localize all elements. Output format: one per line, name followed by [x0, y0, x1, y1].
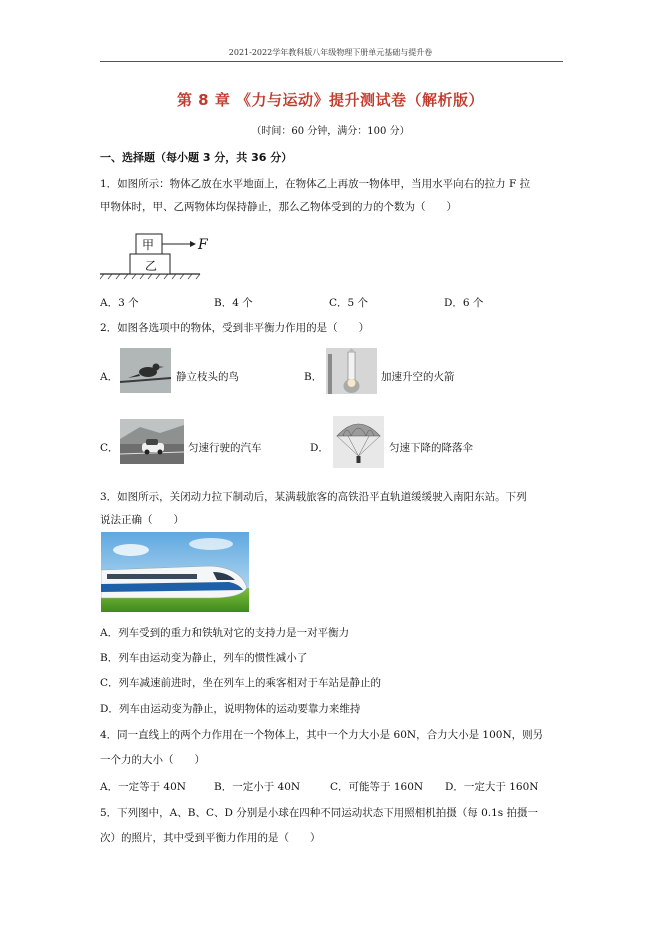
q1-line2: 甲物体时，甲、乙两物体均保持静止，那么乙物体受到的力的个数为（ ） — [100, 201, 457, 213]
q2-option-c-letter: C． — [100, 442, 119, 454]
q3-line2: 说法正确（ ） — [100, 514, 184, 526]
q2-option-a-letter: A． — [100, 371, 119, 383]
q3-option-b: B．列车由运动变为静止，列车的惯性减小了 — [100, 652, 308, 664]
train-image — [101, 532, 249, 612]
q4-option-b: B．一定小于 40N — [214, 781, 301, 793]
q4-option-c: C．可能等于 160N — [330, 781, 424, 793]
q1-option-d: D．6 个 — [444, 297, 484, 309]
q3-line1: 3．如图所示，关闭动力拉下制动后，某满载旅客的高铁沿平直轨道缓缓驶入南阳东站。下列 — [100, 491, 527, 503]
header-divider — [100, 61, 563, 62]
q2-option-c-text: 匀速行驶的汽车 — [188, 442, 262, 454]
q2-option-b-letter: B． — [304, 371, 323, 383]
q1-fig-label-force: F — [198, 237, 208, 253]
force-arrow-head — [190, 241, 196, 247]
q4-line2: 一个力的大小（ ） — [100, 754, 205, 766]
q1-option-a: A．3 个 — [100, 297, 139, 309]
q3-option-d: D．列车由运动变为静止，说明物体的运动要靠力来维持 — [100, 703, 361, 715]
q1-option-c: C．5 个 — [329, 297, 369, 309]
page-title: 第 8 章 《力与运动》提升测试卷（解析版） — [176, 91, 485, 109]
q2-option-d-text: 匀速下降的降落伞 — [389, 442, 473, 454]
q3-option-a: A．列车受到的重力和铁轨对它的支持力是一对平衡力 — [100, 627, 350, 639]
q2-line1: 2．如图各选项中的物体，受到非平衡力作用的是（ ） — [100, 322, 370, 334]
q1-line1: 1．如图所示：物体乙放在水平地面上，在物体乙上再放一物体甲，当用水平向右的拉力 F 拉 — [100, 178, 531, 190]
q3-option-c: C．列车减速前进时，坐在列车上的乘客相对于车站是静止的 — [100, 677, 382, 689]
parachute-image — [333, 416, 384, 468]
bird-image — [120, 348, 171, 393]
car-image — [120, 419, 184, 464]
q1-figure — [100, 226, 230, 280]
q2-option-a-text: 静立枝头的鸟 — [176, 371, 239, 383]
q5-line2: 次）的照片，其中受到平衡力作用的是（ ） — [100, 832, 321, 844]
rocket-image — [326, 348, 377, 394]
q1-fig-label-yi: 乙 — [145, 259, 158, 273]
q1-fig-label-jia: 甲 — [142, 238, 155, 252]
q4-line1: 4．同一直线上的两个力作用在一个物体上，其中一个力大小是 60N，合力大小是 100N，则另 — [100, 729, 544, 741]
page-header: 2021-2022学年教科版八年级物理下册单元基础与提升卷 — [228, 48, 433, 57]
section-heading: 一、选择题（每小题 3 分，共 36 分） — [100, 151, 293, 164]
q4-option-a: A．一定等于 40N — [100, 781, 186, 793]
q1-option-b: B．4 个 — [214, 297, 253, 309]
ground-hatch — [100, 274, 200, 279]
page-subtitle: （时间：60 分钟，满分：100 分） — [251, 126, 410, 137]
q2-option-b-text: 加速升空的火箭 — [381, 371, 455, 383]
q2-option-d-letter: D． — [310, 442, 329, 454]
q5-line1: 5．下列图中，A、B、C、D 分别是小球在四种不同运动状态下用照相机拍摄（每 0.1s 拍摄一 — [100, 807, 539, 819]
q4-option-d: D．一定大于 160N — [445, 781, 539, 793]
